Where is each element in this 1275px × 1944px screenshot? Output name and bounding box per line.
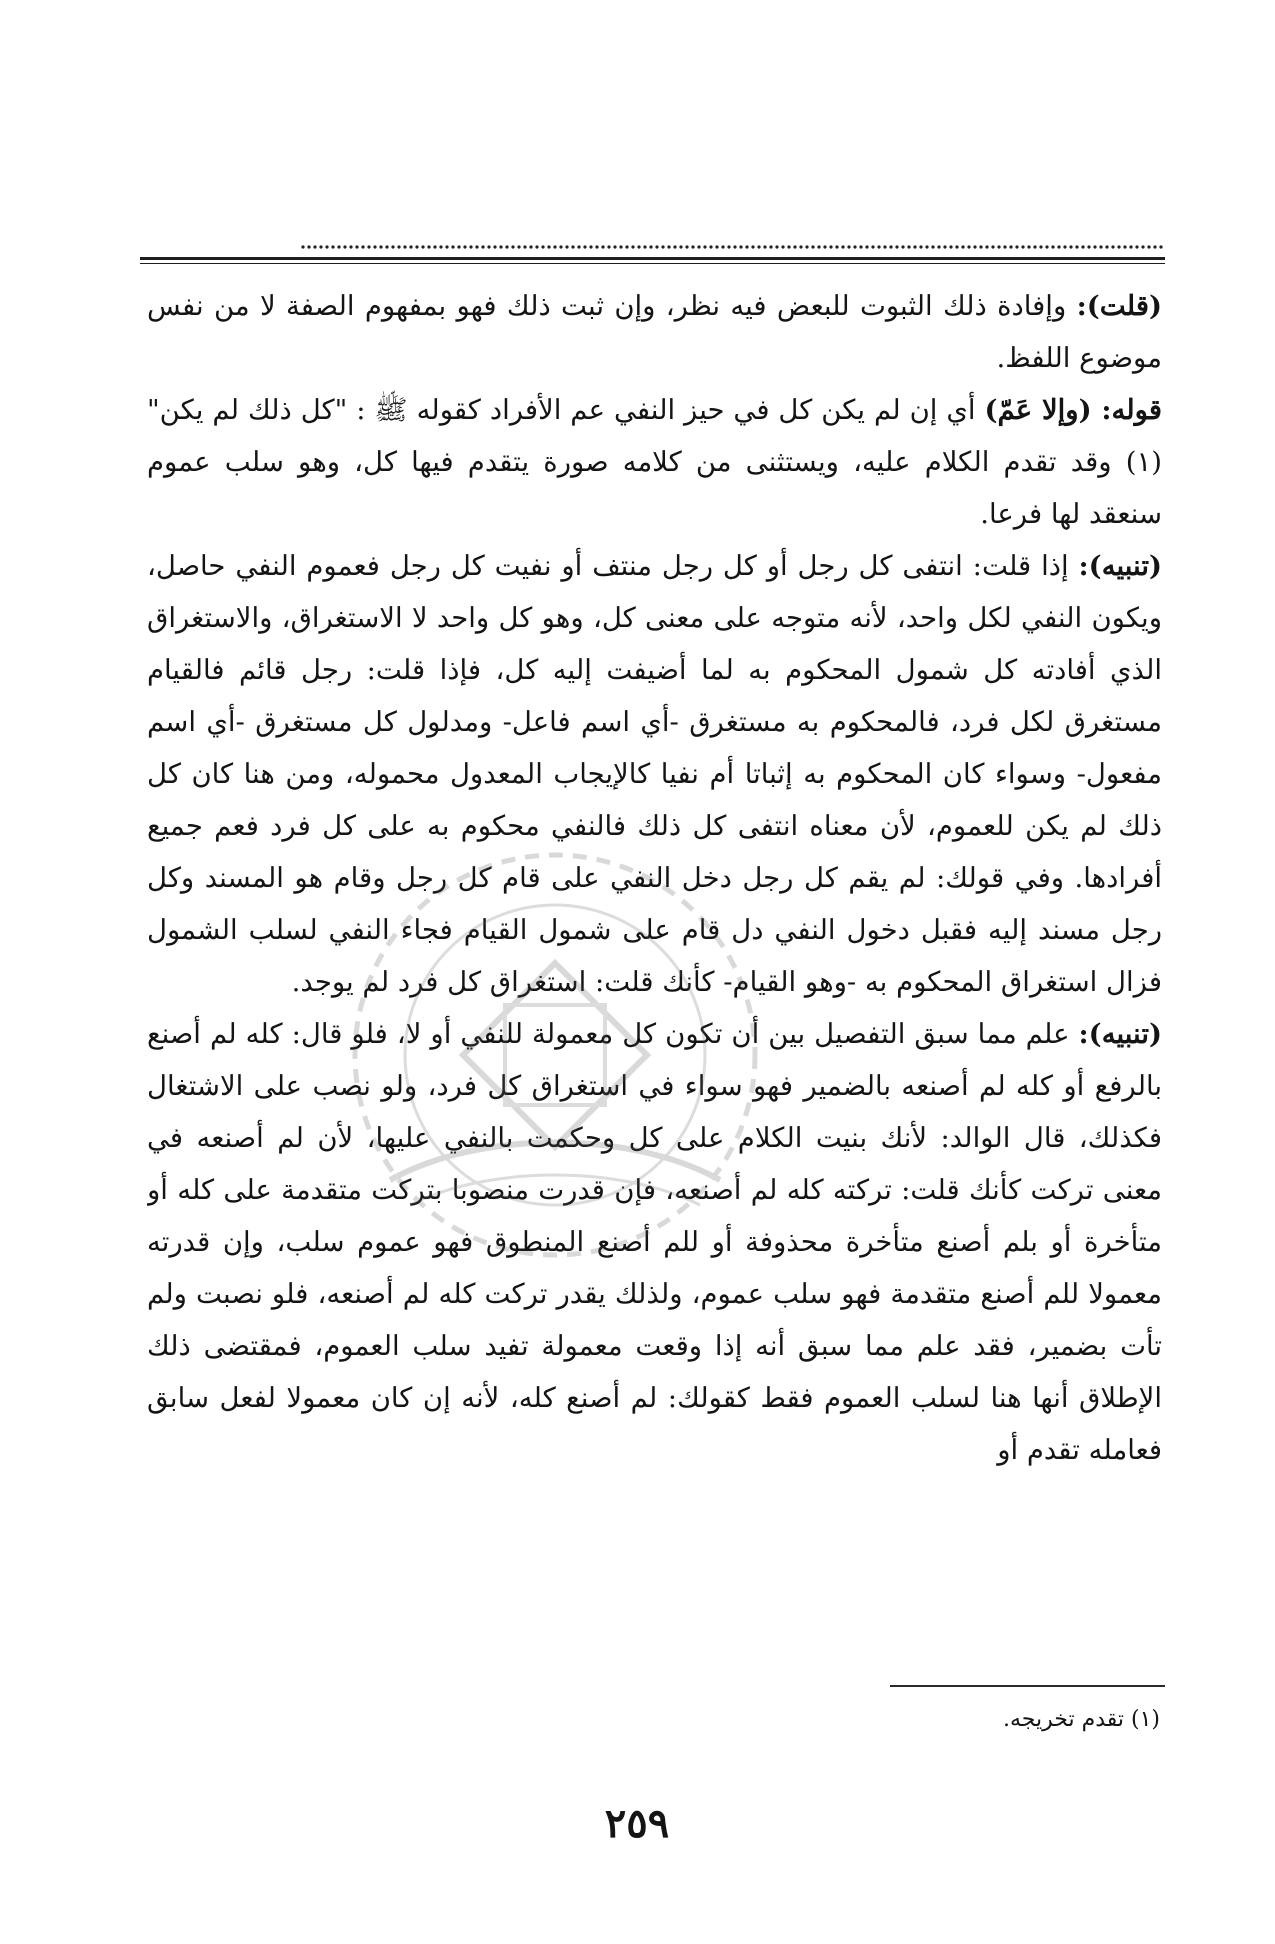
paragraph-lead: (تنبيه): bbox=[1078, 1018, 1162, 1050]
page-number: ٢٥٩ bbox=[604, 1800, 670, 1847]
paragraph bbox=[147, 280, 1162, 384]
paragraph-lead: قوله: (وإلا عَمّ) bbox=[984, 394, 1162, 426]
paragraph-lead: (قلت): bbox=[1076, 290, 1162, 322]
paragraph-text: وإفادة ذلك الثبوت للبعض فيه نظر، وإن ثبت ذلك فهو بمفهوم الصفة لا من نفس موضوع اللفظ. bbox=[147, 290, 1162, 374]
library-watermark-icon bbox=[320, 820, 790, 1290]
footnote: (١) تقدم تخريجه. bbox=[1003, 1707, 1160, 1732]
paragraph-text: أي إن لم يكن كل في حيز النفي عم الأفراد كقوله ﷺ : "كل ذلك لم يكن"(١) وقد تقدم الكلام عليه، ويستثنى من كلامه صورة يتقدم فيها كل، وهو سلب عموم سنعقد لها فرعا. bbox=[147, 394, 1162, 530]
header-rule-thick bbox=[140, 257, 1165, 260]
footnote-separator bbox=[890, 1685, 1165, 1687]
paragraph bbox=[147, 384, 1162, 540]
paragraph-lead: (تنبيه): bbox=[1078, 550, 1162, 582]
header-dotted-rule bbox=[300, 244, 1165, 250]
paragraph-text: علم مما سبق التفصيل بين أن تكون كل معمولة للنفي أو لا، فلو قال: كله لم أصنع بالرفع أو كله لم أصنعه بالضمير فهو سواء في استغراق كل فرد، ولو نصب على الاشتغال فكذلك، قال الوالد: لأنك بنيت الكلام على كل وحكمت بالنفي عليها، لأن لم أصنعه في معنى تركت كأنك قلت: تركته كله لم أصنعه، فإن قدرت منصوبا بتركت متقدمة على كله أو متأخرة أو بلم أصنع متأخرة محذوفة أو للم أصنع المنطوق فهو عموم سلب، وإن قدرته معمولا للم أصنع متقدمة فهو سلب عموم، ولذلك يقدر تركت كله لم أصنعه، فلو نصبت ولم تأت بضمير، فقد علم مما سبق أنه إذا وقعت معمولة تفيد سلب العموم، فمقتضى ذلك الإطلاق أنها هنا لسلب العموم فقط كقولك: لم أصنع كله، لأنه إن كان معمولا لفعل سابق فعامله تقدم أو bbox=[147, 1018, 1162, 1466]
header-rule-thin bbox=[140, 263, 1165, 264]
paragraph-text: إذا قلت: انتفى كل رجل أو كل رجل منتف أو نفيت كل رجل فعموم النفي حاصل، ويكون النفي لكل واحد، لأنه متوجه على معنى كل، وهو كل واحد لا الاستغراق، والاستغراق الذي أفادته كل شمول المحكوم به لما أضيفت إليه كل، فإذا قلت: رجل قائم فالقيام مستغرق لكل فرد، فالمحكوم به مستغرق -أي اسم فاعل- ومدلول كل مستغرق -أي اسم مفعول- وسواء كان المحكوم به إثباتا أم نفيا كالإيجاب المعدول محموله، ومن هنا كان كل ذلك لم يكن للعموم، لأن معناه انتفى كل ذلك فالنفي محكوم به على كل فرد فعم جميع أفرادها. وفي قولك: لم يقم كل رجل دخل النفي على قام كل رجل وقام هو المسند وكل رجل مسند إليه فقبل دخول النفي دل قام على شمول القيام فجاء النفي لسلب الشمول فزال استغراق المحكوم به -وهو القيام- كأنك قلت: استغراق كل فرد لم يوجد. bbox=[147, 550, 1162, 998]
